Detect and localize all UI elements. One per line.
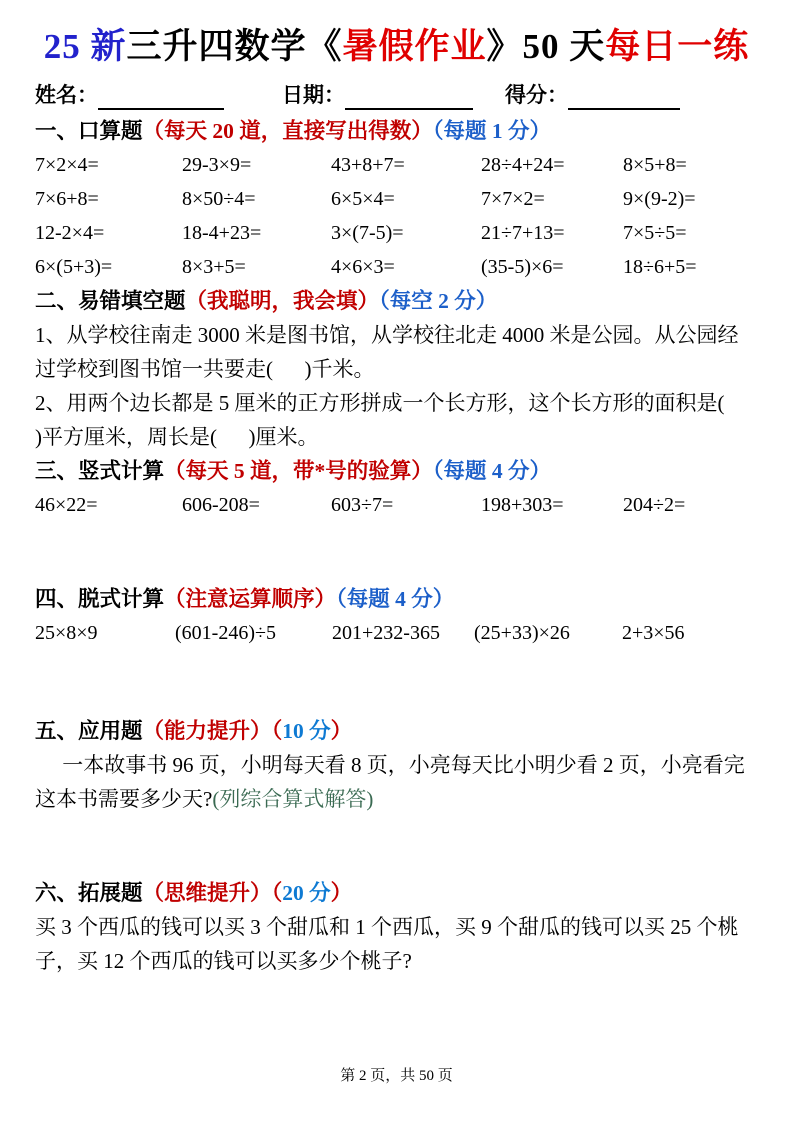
- section5-points: 10 分: [282, 718, 331, 743]
- stepwise-calc-problem: 2+3×56: [622, 621, 685, 644]
- vertical-calc-problem: 198+303=: [481, 493, 564, 516]
- word-problem: [35, 748, 758, 816]
- vertical-calc-problem: 606-208=: [182, 493, 260, 516]
- stepwise-calc-problem: (601-246)÷5: [175, 621, 276, 644]
- section5-heading: [35, 714, 758, 748]
- oral-problem: 9×(9-2)=: [623, 187, 696, 210]
- section1-instruction: （每天 20 道，直接写出得数）: [142, 118, 433, 143]
- oral-problem: 7×5÷5=: [623, 221, 687, 244]
- section4-title: 四、脱式计算: [35, 586, 165, 611]
- score-field: [505, 80, 680, 110]
- oral-problem: 8×3+5=: [182, 255, 246, 278]
- page-footer: 第 2 页，共 50 页: [340, 1068, 453, 1084]
- oral-problem: 28÷4+24=: [481, 153, 565, 176]
- section3-title: 三、竖式计算: [35, 458, 165, 483]
- oral-problem: 29-3×9=: [182, 153, 252, 176]
- word-problem-text: 一本故事书 96 页，小明每天看 8 页，小亮每天比小明少看 2 页，小亮看完这本书需要多少天?: [35, 752, 745, 811]
- section5-points-close: ）: [330, 718, 353, 743]
- score-blank-line: [568, 84, 680, 110]
- oral-problem: 4×6×3=: [331, 255, 395, 278]
- section1-heading: [35, 114, 758, 148]
- oral-problem: 43+8+7=: [331, 153, 405, 176]
- oral-problems-row-2: [35, 182, 758, 216]
- workspace-gap-3: [35, 816, 758, 876]
- stepwise-calc-problem: 201+232-365: [332, 621, 440, 644]
- date-blank-line: [345, 84, 473, 110]
- oral-problem: 7×6+8=: [35, 187, 99, 210]
- oral-problem: 21÷7+13=: [481, 221, 565, 244]
- vertical-calc-problem: 46×22=: [35, 493, 98, 516]
- title-segment-daily: 每日一练: [605, 27, 750, 66]
- section2-points: （每空 2 分）: [379, 288, 498, 313]
- oral-problem: 18-4+23=: [182, 221, 262, 244]
- section3-instruction: （每天 5 道，带*号的验算）: [164, 458, 433, 483]
- oral-problem: 18÷6+5=: [623, 255, 697, 278]
- name-field: [35, 80, 282, 110]
- stepwise-calc-problem: 25×8×9: [35, 621, 98, 644]
- oral-problems-row-4: [35, 250, 758, 284]
- vertical-calc-problem: 204÷2=: [623, 493, 686, 516]
- page-title: [35, 24, 758, 70]
- section5-instruction: （能力提升）（: [142, 718, 283, 743]
- title-segment-year: 25 新: [43, 27, 127, 66]
- section5-title: 五、应用题: [35, 718, 143, 743]
- score-label: 得分：: [505, 82, 568, 107]
- section6-points: 20 分: [282, 880, 331, 905]
- section6-heading: [35, 876, 758, 910]
- vertical-calc-problem: 603÷7=: [331, 493, 394, 516]
- oral-problem: 6×(5+3)=: [35, 255, 113, 278]
- section1-title: 一、口算题: [35, 118, 143, 143]
- oral-problems-row-3: [35, 216, 758, 250]
- date-field: [282, 80, 505, 110]
- title-segment-homework: 暑假作业: [342, 27, 487, 66]
- oral-problem: 6×5×4=: [331, 187, 395, 210]
- header-fields: [35, 80, 758, 110]
- oral-problem: 8×5+8=: [623, 153, 687, 176]
- section2-heading: [35, 284, 758, 318]
- workspace-gap-1: [35, 522, 758, 582]
- section6-instruction: （思维提升）（: [142, 880, 283, 905]
- section6-title: 六、拓展题: [35, 880, 143, 905]
- date-label: 日期：: [282, 82, 345, 107]
- stepwise-calc-problem: (25+33)×26: [474, 621, 570, 644]
- section1-points: （每题 1 分）: [432, 118, 552, 143]
- vertical-calc-problems: [35, 488, 758, 522]
- oral-problem: 7×7×2=: [481, 187, 545, 210]
- section3-heading: [35, 454, 758, 488]
- oral-problem: 3×(7-5)=: [331, 221, 404, 244]
- word-problem-note: (列综合算式解答): [212, 786, 374, 811]
- name-label: 姓名：: [35, 82, 98, 107]
- oral-problems-row-1: [35, 148, 758, 182]
- stepwise-calc-problems: [35, 616, 758, 650]
- section4-instruction: （注意运算顺序）: [164, 586, 337, 611]
- section2-title: 二、易错填空题: [35, 288, 186, 313]
- oral-problem: (35-5)×6=: [481, 255, 564, 278]
- section4-points: （每题 4 分）: [336, 586, 455, 611]
- name-blank-line: [98, 84, 224, 110]
- section6-points-close: ）: [330, 880, 353, 905]
- extension-problem: 买 3 个西瓜的钱可以买 3 个甜瓜和 1 个西瓜，买 9 个甜瓜的钱可以买 25 个桃子，买 12 个西瓜的钱可以买多少个桃子?: [35, 914, 739, 973]
- fill-blank-problem-2: 2、用两个边长都是 5 厘米的正方形拼成一个长方形，这个长方形的面积是( )平方厘米，周长是( )厘米。: [35, 390, 756, 449]
- oral-problem: 8×50÷4=: [182, 187, 256, 210]
- section2-instruction: （我聪明，我会填）: [185, 288, 380, 313]
- section4-heading: [35, 582, 758, 616]
- section3-points: （每题 4 分）: [432, 458, 552, 483]
- workspace-gap-2: [35, 650, 758, 714]
- fill-blank-problem-1: 1、从学校往南走 3000 米是图书馆，从学校往北走 4000 米是公园。从公园经过学校到图书馆一共要走( )千米。: [35, 322, 739, 381]
- title-segment-grade: 三升四数学《: [126, 27, 343, 66]
- oral-problem: 12-2×4=: [35, 221, 105, 244]
- title-segment-days: 》50 天: [486, 27, 606, 66]
- oral-problem: 7×2×4=: [35, 153, 99, 176]
